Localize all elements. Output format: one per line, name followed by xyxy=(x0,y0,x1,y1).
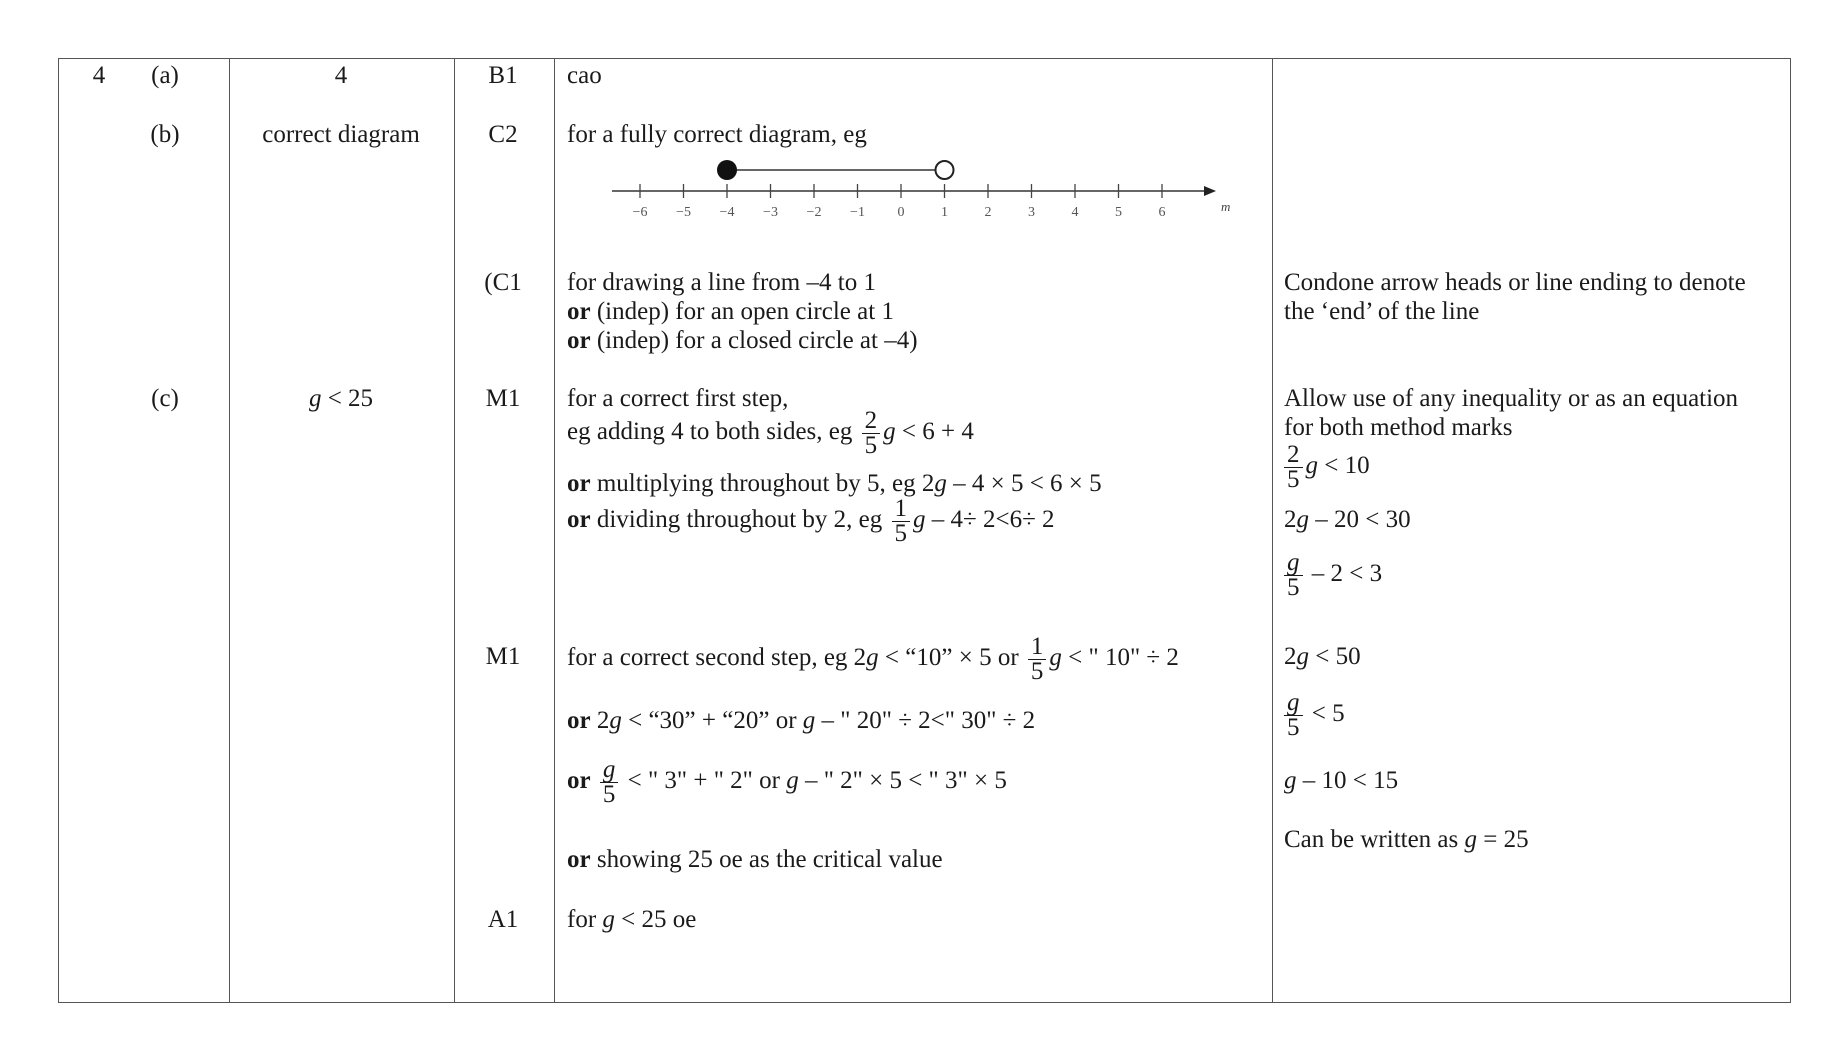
question-number: 4 xyxy=(92,62,106,89)
axis-label: m xyxy=(1221,199,1231,214)
column-divider xyxy=(229,59,230,1002)
tick-label: 6 xyxy=(1158,205,1166,220)
guidance-c-example-2: 2g – 20 < 30 xyxy=(1284,506,1411,533)
guidance-c-line-1: Allow use of any inequality or as an equation xyxy=(1284,385,1739,412)
guidance-c-critical-value: Can be written as g = 25 xyxy=(1284,826,1529,853)
tick-label: 5 xyxy=(1115,205,1122,220)
tick-label: −4 xyxy=(719,205,735,220)
guidance-c-example-5: $\frac{g}{5}$ < 5 xyxy=(1284,691,1345,740)
mark-c-a1: A1 xyxy=(487,906,519,933)
m1-line-3: or multiplying throughout by 5, eg 2g – 4 × 5 < 6 × 5 xyxy=(567,470,1102,497)
c1-line-1: for drawing a line from –4 to 1 xyxy=(567,269,876,296)
open-circle-marker xyxy=(936,161,954,179)
guidance-c-example-3: $\frac{g}{5}$ – 2 < 3 xyxy=(1284,551,1382,600)
column-divider xyxy=(454,59,455,1002)
tick-label: −6 xyxy=(632,205,648,220)
number-line-diagram xyxy=(612,151,1272,231)
mark-c-m1-second: M1 xyxy=(485,643,521,670)
tick-label: 3 xyxy=(1028,205,1035,220)
m1-line-4: or dividing throughout by 2, eg $\frac{1}{5}$ g – 4÷ 2<6÷ 2 xyxy=(567,495,1055,547)
tick-label: −1 xyxy=(850,205,865,220)
tick-label: −5 xyxy=(676,205,691,220)
part-label-c: (c) xyxy=(151,385,179,412)
a1-line: for g < 25 oe xyxy=(567,906,697,933)
answer-a: 4 xyxy=(334,62,348,89)
tick-label: 4 xyxy=(1071,205,1079,220)
answer-b: correct diagram xyxy=(262,121,420,148)
m1-line-2: eg adding 4 to both sides, eg $\frac{2}{5}$ g < 6 + 4 xyxy=(567,407,974,459)
notes-a: cao xyxy=(567,62,602,89)
answer-c: g < 25 xyxy=(308,385,374,412)
tick-label: −2 xyxy=(806,205,822,220)
guidance-c-line-2: for both method marks xyxy=(1284,414,1513,441)
guidance-b-line-2: the ‘end’ of the line xyxy=(1284,298,1480,325)
m2-line-2: or 2g < “30” + “20” or g – " 20" ÷ 2<" 30" ÷ 2 xyxy=(567,707,1036,734)
mark-scheme-table xyxy=(58,58,1791,1003)
tick-label: 0 xyxy=(897,205,905,220)
guidance-b-line-1: Condone arrow heads or line ending to denote xyxy=(1284,269,1746,296)
m1-line-1: for a correct first step, xyxy=(567,385,789,412)
mark-c-m1: M1 xyxy=(485,385,521,412)
m2-line-4: or showing 25 oe as the critical value xyxy=(567,846,943,873)
mark-a: B1 xyxy=(488,62,518,89)
guidance-c-example-6: g – 10 < 15 xyxy=(1284,767,1399,794)
part-label-b: (b) xyxy=(150,121,180,148)
c1-line-2: or (indep) for an open circle at 1 xyxy=(567,298,894,325)
arrow-head-icon xyxy=(1204,186,1216,196)
m2-line-1: for a correct second step, eg 2g < “10” × 5 or $\frac{1}{5}$ g < " 10" ÷ 2 xyxy=(567,633,1179,685)
mark-b-partial: (C1 xyxy=(484,269,522,296)
tick-label: 1 xyxy=(941,205,948,220)
mark-b: C2 xyxy=(488,121,518,148)
tick-label: −3 xyxy=(763,205,778,220)
column-divider xyxy=(554,59,555,1002)
guidance-c-example-4: 2g < 50 xyxy=(1284,643,1361,670)
column-divider xyxy=(1272,59,1273,1002)
part-label-a: (a) xyxy=(151,62,179,89)
m2-line-3: or $\frac{g}{5}$ < " 3" + " 2" or g – " 2" × 5 < " 3" × 5 xyxy=(567,756,1007,808)
tick-label: 2 xyxy=(984,205,992,220)
guidance-c-example-1: $\frac{2}{5}$ g < 10 xyxy=(1284,443,1370,492)
notes-b: for a fully correct diagram, eg xyxy=(567,121,867,148)
c1-line-3: or (indep) for a closed circle at –4) xyxy=(567,327,918,354)
closed-circle-marker xyxy=(717,160,737,180)
